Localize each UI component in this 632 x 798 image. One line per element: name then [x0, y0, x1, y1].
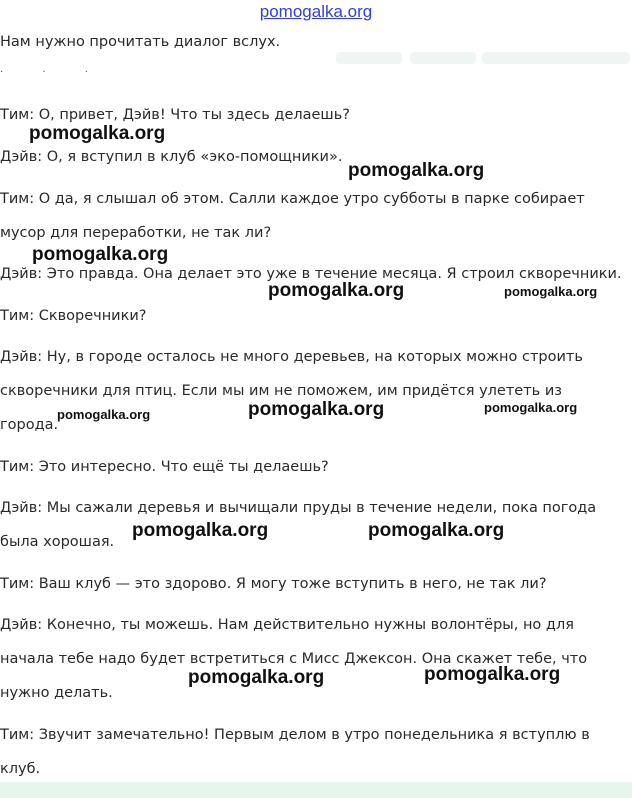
dialog-line: Тим: Ваш клуб — это здорово. Я могу тоже вступить в него, не так ли? — [0, 576, 547, 592]
intro-text: Нам нужно прочитать диалог вслух. — [0, 34, 281, 50]
dialog-line: Дэйв: Ну, в городе осталось не много деревьев, на которых можно строить — [0, 349, 583, 365]
watermark: pomogalka.org — [188, 667, 325, 688]
faint-cut-line: · · · — [0, 67, 106, 78]
header-watermark-link[interactable]: pomogalka.org — [259, 2, 373, 21]
watermark: pomogalka.org — [504, 284, 598, 299]
watermark: pomogalka.org — [132, 520, 269, 541]
watermark: pomogalka.org — [484, 400, 578, 415]
watermark: pomogalka.org — [29, 123, 166, 144]
faint-background-block — [482, 52, 630, 64]
watermark: pomogalka.org — [368, 520, 505, 541]
bottom-band — [0, 782, 632, 798]
watermark: pomogalka.org — [424, 664, 561, 685]
dialog-line: скворечники для птиц. Если мы им не поможем, им придётся улететь из — [0, 383, 562, 399]
dialog-line: Тим: Это интересно. Что ещё ты делаешь? — [0, 459, 329, 475]
dialog-line: города. — [0, 417, 59, 433]
dialog-line: нужно делать. — [0, 685, 113, 701]
dialog-line: клуб. — [0, 761, 41, 777]
dialog-line: Дэйв: Мы сажали деревья и вычищали пруды в течение недели, пока погода — [0, 500, 597, 516]
dialog-line: Тим: О, привет, Дэйв! Что ты здесь делаешь? — [0, 107, 350, 123]
watermark: pomogalka.org — [268, 280, 405, 301]
dialog-line: Дэйв: Это правда. Она делает это уже в течение месяца. Я строил скворечники. — [0, 266, 622, 282]
dialog-line: была хорошая. — [0, 534, 115, 550]
dialog-line: Тим: Скворечники? — [0, 308, 147, 324]
dialog-line: Дэйв: Конечно, ты можешь. Нам действительно нужны волонтёры, но для — [0, 617, 574, 633]
watermark: pomogalka.org — [32, 244, 169, 265]
watermark: pomogalka.org — [348, 160, 485, 181]
faint-background-block — [410, 52, 476, 64]
dialog-line: Тим: О да, я слышал об этом. Салли каждое утро субботы в парке собирает — [0, 191, 585, 207]
watermark: pomogalka.org — [248, 399, 385, 420]
faint-background-block — [336, 52, 402, 64]
dialog-line: Дэйв: О, я вступил в клуб «эко-помощники». — [0, 149, 343, 165]
dialog-line: Тим: Звучит замечательно! Первым делом в утро понедельника я вступлю в — [0, 727, 590, 743]
watermark: pomogalka.org — [57, 407, 151, 422]
dialog-line: мусор для переработки, не так ли? — [0, 225, 272, 241]
dialog-line: начала тебе надо будет встретиться с Мисс Джексон. Она скажет тебе, что — [0, 651, 588, 667]
